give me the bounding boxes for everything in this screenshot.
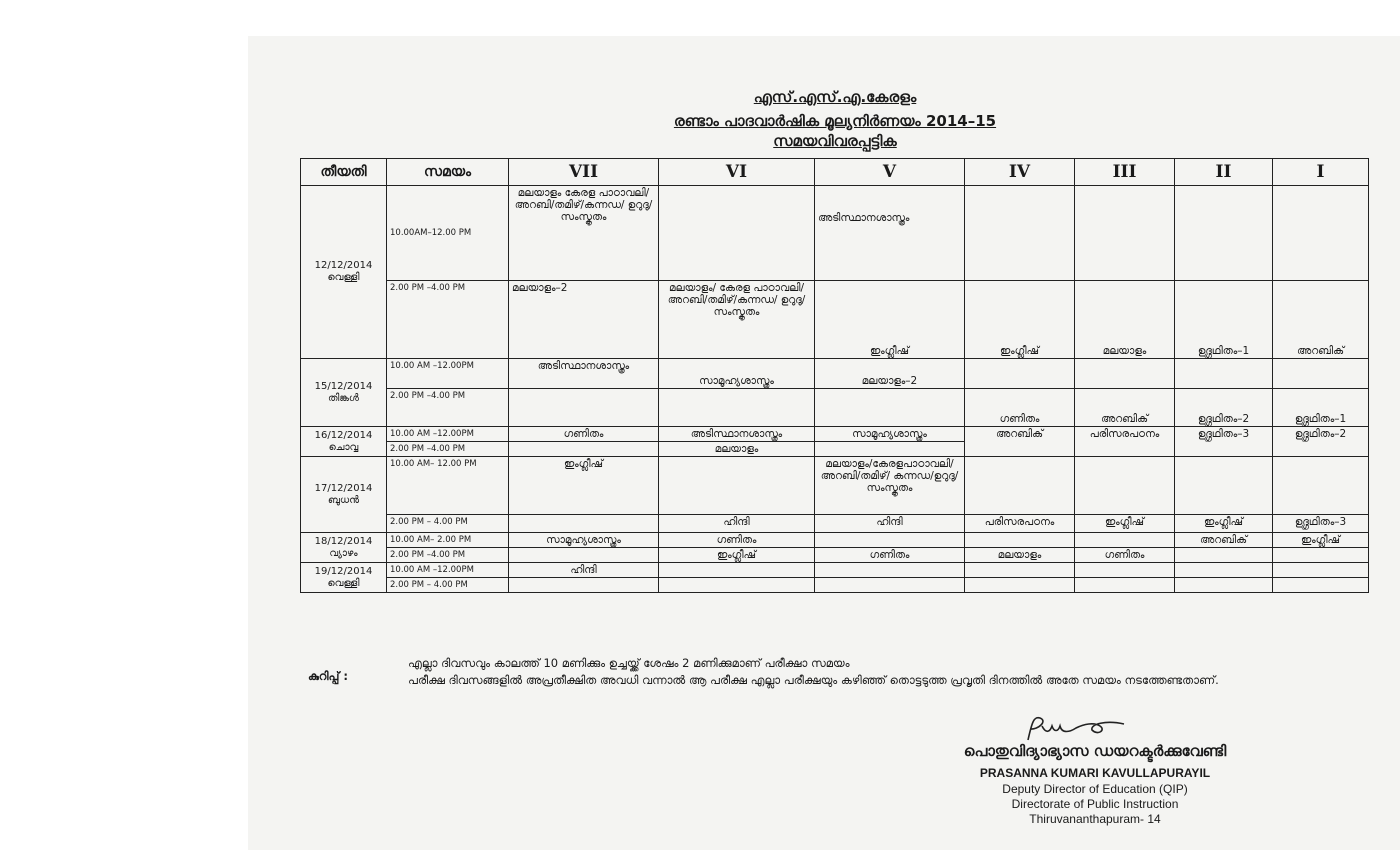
- cell: അടിസ്ഥാനശാസ്ത്രം: [659, 427, 815, 442]
- col-vi: VI: [659, 159, 815, 186]
- table-row: [301, 515, 1369, 533]
- col-vii: VII: [509, 159, 659, 186]
- col-i: I: [1273, 159, 1369, 186]
- cell: ഇംഗ്ലീഷ്: [659, 548, 815, 563]
- table-row: [301, 578, 1369, 593]
- cell: [1075, 359, 1175, 389]
- col-iii: III: [1075, 159, 1175, 186]
- col-v: V: [815, 159, 965, 186]
- cell: [965, 533, 1075, 548]
- cell: മലയാളം–2: [509, 281, 659, 359]
- cell: ഉദ്ഗ്രഥിതം–1: [1273, 389, 1369, 427]
- cell: അറബിക്: [1075, 389, 1175, 427]
- cell: ഉദ്ഗ്രഥിതം–2: [1273, 427, 1369, 457]
- cell: അറബിക്: [1175, 533, 1273, 548]
- cell: [1273, 578, 1369, 593]
- col-iv: IV: [965, 159, 1075, 186]
- cell: ഗണിതം: [509, 427, 659, 442]
- table-row: [301, 563, 1369, 578]
- cell: [1175, 457, 1273, 515]
- cell: സാമൂഹ്യശാസ്ത്രം: [509, 533, 659, 548]
- cell: ഉദ്ഗ്രഥിതം–2: [1175, 389, 1273, 427]
- cell: [1175, 186, 1273, 281]
- cell: അറബിക്: [965, 427, 1075, 457]
- cell: അടിസ്ഥാനശാസ്ത്രം: [815, 186, 965, 281]
- date-cell: 19/12/2014 വെള്ളി: [301, 563, 387, 593]
- time-cell: 10.00 AM –12.00PM: [387, 563, 509, 578]
- cell: [965, 359, 1075, 389]
- cell: [1175, 359, 1273, 389]
- table-row: [301, 281, 1369, 359]
- time-cell: 10.00 AM– 12.00 PM: [387, 457, 509, 515]
- cell: [815, 563, 965, 578]
- cell: [965, 186, 1075, 281]
- col-date: തീയതി: [301, 159, 387, 186]
- time-cell: 2.00 PM –4.00 PM: [387, 389, 509, 427]
- cell: ഉദ്ഗ്രഥിതം–3: [1175, 427, 1273, 457]
- table-row: [301, 186, 1369, 281]
- time-cell: 10.00 AM –12.00PM: [387, 359, 509, 389]
- cell: ഗണിതം: [965, 389, 1075, 427]
- cell: ഗണിതം: [659, 533, 815, 548]
- note-label: കുറിപ്പ് :: [308, 669, 348, 683]
- cell: അടിസ്ഥാനശാസ്ത്രം: [509, 359, 659, 389]
- cell: [1175, 563, 1273, 578]
- table-row: [301, 427, 1369, 442]
- cell: ഉദ്ഗ്രഥിതം–3: [1273, 515, 1369, 533]
- cell: [659, 389, 815, 427]
- cell: ഇംഗ്ലീഷ്: [1175, 515, 1273, 533]
- cell: അറബിക്: [1273, 281, 1369, 359]
- cell: ഹിന്ദി: [509, 563, 659, 578]
- cell: മലയാളം–2: [815, 359, 965, 389]
- cell: [1273, 548, 1369, 563]
- cell: ഇംഗ്ലീഷ്: [815, 281, 965, 359]
- cell: [659, 457, 815, 515]
- cell: മലയാളം: [659, 442, 815, 457]
- date-cell: 15/12/2014 തിങ്കൾ: [301, 359, 387, 427]
- table-row: [301, 359, 1369, 389]
- cell: [815, 389, 965, 427]
- timetable-subtitle: സമയവിവരപ്പട്ടിക: [773, 132, 897, 150]
- handwritten-signature: [1020, 712, 1130, 746]
- cell: [659, 578, 815, 593]
- cell: ഹിന്ദി: [815, 515, 965, 533]
- time-cell: 2.00 PM – 4.00 PM: [387, 515, 509, 533]
- signature-on-behalf: പൊതുവിദ്യാഭ്യാസ ഡയറക്ടർക്കുവേണ്ടി: [963, 742, 1227, 760]
- header-row: [301, 159, 1369, 186]
- time-cell: 2.00 PM –4.00 PM: [387, 281, 509, 359]
- time-cell: 2.00 PM –4.00 PM: [387, 548, 509, 563]
- cell: മലയാളം/ കേരള പാഠാവലി/ അറബി/തമിഴ്/കന്നഡ/ ഉറുദു/ സംസ്കൃതം: [659, 281, 815, 359]
- exam-title: രണ്ടാം പാദവാർഷിക മൂല്യനിർണയം 2014–15: [673, 112, 997, 130]
- cell: [1273, 359, 1369, 389]
- cell: മലയാളം: [965, 548, 1075, 563]
- signatory-place: Thiruvananthapuram- 14: [1029, 812, 1161, 826]
- note-body: [408, 655, 1348, 689]
- cell: [509, 389, 659, 427]
- signatory-name: PRASANNA KUMARI KAVULLAPURAYIL: [979, 766, 1211, 780]
- cell: [815, 533, 965, 548]
- cell: [1273, 563, 1369, 578]
- cell: [509, 515, 659, 533]
- cell: [509, 442, 659, 457]
- table-row: [301, 533, 1369, 548]
- cell: [815, 578, 965, 593]
- cell: മലയാളം: [1075, 281, 1175, 359]
- cell: മലയാളം കേരള പാഠാവലി/ അറബി/തമിഴ്/കന്നഡ/ ഉറുദു/ സംസ്കൃതം: [509, 186, 659, 281]
- col-time: സമയം: [387, 159, 509, 186]
- cell: ഉദ്ഗ്രഥിതം–1: [1175, 281, 1273, 359]
- col-ii: II: [1175, 159, 1273, 186]
- cell: [659, 186, 815, 281]
- date-cell: 12/12/2014 വെള്ളി: [301, 186, 387, 359]
- signatory-designation: Deputy Director of Education (QIP): [1002, 782, 1188, 796]
- cell: ഗണിതം: [1075, 548, 1175, 563]
- table-row: [301, 548, 1369, 563]
- cell: ഹിന്ദി: [659, 515, 815, 533]
- cell: [1075, 457, 1175, 515]
- cell: [1273, 186, 1369, 281]
- timetable: [300, 158, 1369, 593]
- cell: സാമൂഹ്യശാസ്ത്രം: [659, 359, 815, 389]
- cell: [1175, 578, 1273, 593]
- cell: [1175, 548, 1273, 563]
- cell: പരിസരപഠനം: [1075, 427, 1175, 457]
- note-line: എല്ലാ ദിവസവും കാലത്ത് 10 മണിക്കും ഉച്ചയ്ക്ക് ശേഷം 2 മണിക്കുമാണ് പരീക്ഷാ സമയം: [408, 656, 850, 670]
- time-cell: 10.00AM–12.00 PM: [387, 186, 509, 281]
- cell: [965, 457, 1075, 515]
- time-cell: 10.00 AM –12.00PM: [387, 427, 509, 442]
- cell: ഇംഗ്ലീഷ്: [1075, 515, 1175, 533]
- cell: [1273, 457, 1369, 515]
- cell: [1075, 563, 1175, 578]
- cell: സാമൂഹ്യശാസ്ത്രം: [815, 427, 965, 442]
- cell: [509, 578, 659, 593]
- cell: ഇംഗ്ലീഷ്: [1273, 533, 1369, 548]
- cell: [1075, 186, 1175, 281]
- time-cell: 2.00 PM – 4.00 PM: [387, 578, 509, 593]
- cell: [965, 563, 1075, 578]
- date-cell: 17/12/2014 ബുധൻ: [301, 457, 387, 533]
- signatory-office: Directorate of Public Instruction: [1011, 797, 1179, 811]
- cell: [1075, 578, 1175, 593]
- cell: [659, 563, 815, 578]
- cell: [815, 442, 965, 457]
- cell: [1075, 533, 1175, 548]
- org-heading: എസ്.എസ്.എ.കേരളം: [753, 88, 917, 106]
- cell: ഇംഗ്ലീഷ്: [509, 457, 659, 515]
- date-cell: 18/12/2014 വ്യാഴം: [301, 533, 387, 563]
- cell: ഗണിതം: [815, 548, 965, 563]
- time-cell: 10.00 AM– 2.00 PM: [387, 533, 509, 548]
- cell: പരിസരപഠനം: [965, 515, 1075, 533]
- cell: മലയാളം/കേരളപാഠാവലി/അറബി/തമിഴ്/ കന്നഡ/ഉറുദു/ സംസ്കൃതം: [815, 457, 965, 515]
- note-line: പരീക്ഷ ദിവസങ്ങളിൽ അപ്രതീക്ഷിത അവധി വന്നാൽ ആ പരീക്ഷ എല്ലാ പരീക്ഷയും കഴിഞ്ഞ് തൊട്ടടുത്ത പ്രവൃതി ദിനത്തിൽ അതേ സമയം നടത്തേണ്ടതാണ്.: [408, 673, 1219, 687]
- cell: [965, 578, 1075, 593]
- cell: ഇംഗ്ലീഷ്: [965, 281, 1075, 359]
- table-row: [301, 457, 1369, 515]
- table-row: [301, 389, 1369, 427]
- date-cell: 16/12/2014 ചൊവ്വ: [301, 427, 387, 457]
- time-cell: 2.00 PM –4.00 PM: [387, 442, 509, 457]
- cell: [509, 548, 659, 563]
